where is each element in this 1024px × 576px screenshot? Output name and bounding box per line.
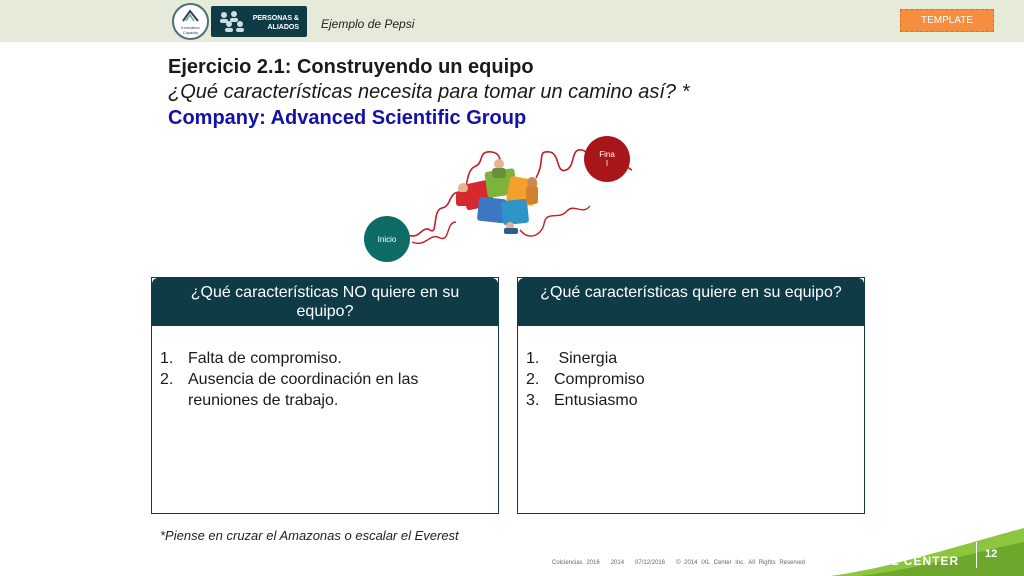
innovation-capacity-logo: [172, 3, 209, 40]
list-item: [526, 369, 854, 390]
wanted-list: [518, 326, 864, 411]
item-number: 2.: [526, 371, 540, 388]
footer-meta: Colciencias 2016 2014 07/12/2016 © 2014 IXL Center Inc. All Rights Reserved: [552, 560, 805, 566]
section-badge: [211, 6, 307, 37]
ixl-center-logo: IXL CENTER: [878, 554, 960, 568]
item-number: 1.: [160, 350, 174, 367]
section-badge-label: PERSONAS & ALIADOS: [252, 15, 299, 31]
item-number: 3.: [526, 392, 540, 409]
item-text: Sinergia: [554, 350, 618, 367]
top-bar: [0, 0, 1024, 42]
page-number: 12: [985, 548, 998, 560]
people-icon: [217, 9, 247, 35]
question-title: ¿Qué características necesita para tomar un camino así? *: [168, 81, 690, 103]
list-item: [160, 369, 488, 411]
not-wanted-list: [152, 326, 498, 411]
wanted-header: ¿Qué características quiere en su equipo?: [518, 278, 864, 326]
company-title: Company: Advanced Scientific Group: [168, 107, 527, 129]
list-item: [160, 348, 488, 369]
item-text: Ausencia de coordinación en las reuniones de trabajo.: [188, 371, 419, 409]
item-text: Compromiso: [554, 371, 645, 388]
exercise-title: Ejercicio 2.1: Construyendo un equipo: [168, 56, 534, 78]
not-wanted-panel: [151, 277, 499, 514]
end-node: Fina l: [584, 136, 630, 182]
logo-text: Innovation Capacity: [181, 25, 200, 35]
list-item: [526, 390, 854, 411]
item-text: Entusiasmo: [554, 392, 638, 409]
item-text: Falta de compromiso.: [188, 350, 342, 367]
page-divider: [976, 542, 977, 568]
template-button[interactable]: TEMPLATE: [900, 9, 994, 32]
item-number: 1.: [526, 350, 540, 367]
not-wanted-header: ¿Qué características NO quiere en su equipo?: [152, 278, 498, 326]
footnote: *Piense en cruzar el Amazonas o escalar el Everest: [160, 528, 459, 543]
list-item: [526, 348, 854, 369]
item-number: 2.: [160, 371, 174, 388]
start-node: Inicio: [364, 216, 410, 262]
example-label: Ejemplo de Pepsi: [321, 17, 415, 31]
wanted-panel: [517, 277, 865, 514]
